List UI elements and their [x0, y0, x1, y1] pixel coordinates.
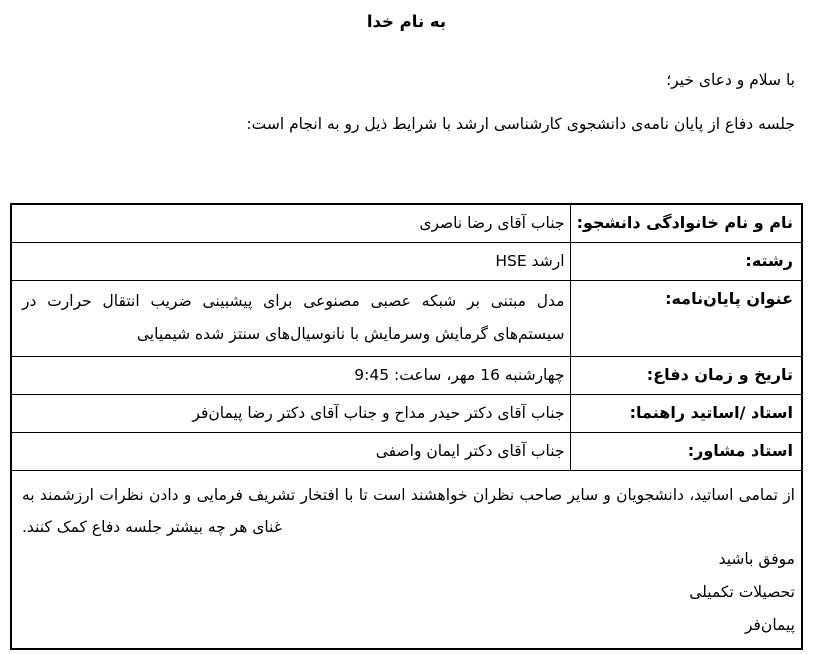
closing-line-graduate-studies: تحصیلات تکمیلی [689, 582, 795, 601]
defense-info-table [10, 203, 803, 650]
row-value-student-name: جناب آقای رضا ناصری [11, 204, 570, 242]
row-label-thesis-title: عنوان پایان‌نامه: [570, 280, 802, 356]
row-label-defense-datetime: تاریخ و زمان دفاع: [570, 356, 802, 394]
row-value-field: ارشد HSE [11, 242, 570, 280]
closing-line-good-luck: موفق باشید [718, 549, 795, 568]
row-label-advisor: استاد مشاور: [570, 432, 802, 470]
table-row-field [11, 242, 802, 280]
table-row-student-name [11, 204, 802, 242]
table-row-advisor [11, 432, 802, 470]
footer-cell [11, 470, 802, 649]
row-value-thesis-title: مدل مبتنی بر شبکه عصبی مصنوعی برای پیشبینی ضریب انتقال حرارت در سیستم‌های گرمایش وسرمایش با نانوسیال‌های سنتز شده شیمیایی [11, 280, 570, 356]
table-row-supervisors [11, 394, 802, 432]
row-label-supervisors: استاد /اساتید راهنما: [570, 394, 802, 432]
row-value-advisor: جناب آقای دکتر ایمان واصفی [11, 432, 570, 470]
table-row-thesis-title [11, 280, 802, 356]
invitation-text: از تمامی اساتید، دانشجویان و سایر صاحب نظران خواهشند است تا با افتخار تشریف فرمایی و دادن نظرات ارزشمند به غنای هر چه بیشتر جلسه دفاع کمک کنند. [22, 485, 795, 536]
intro-line: جلسه دفاع از پایان نامه‌ی دانشجوی کارشناسی ارشد با شرایط ذیل رو به انجام است: [246, 115, 795, 133]
table-footer-row [11, 470, 802, 649]
closing-line-signature: پیمان‌فر [744, 615, 795, 634]
row-value-supervisors: جناب آقای دکتر حیدر مداح و جناب آقای دکتر رضا پیمان‌فر [11, 394, 570, 432]
row-label-field: رشته: [570, 242, 802, 280]
greeting-line: با سلام و دعای خیر؛ [666, 71, 795, 89]
page-title: به نام خدا [366, 12, 447, 31]
row-value-defense-datetime: چهارشنبه 16 مهر، ساعت: 9:45 [11, 356, 570, 394]
table-row-defense-datetime [11, 356, 802, 394]
row-label-student-name: نام و نام خانوادگی دانشجو: [570, 204, 802, 242]
